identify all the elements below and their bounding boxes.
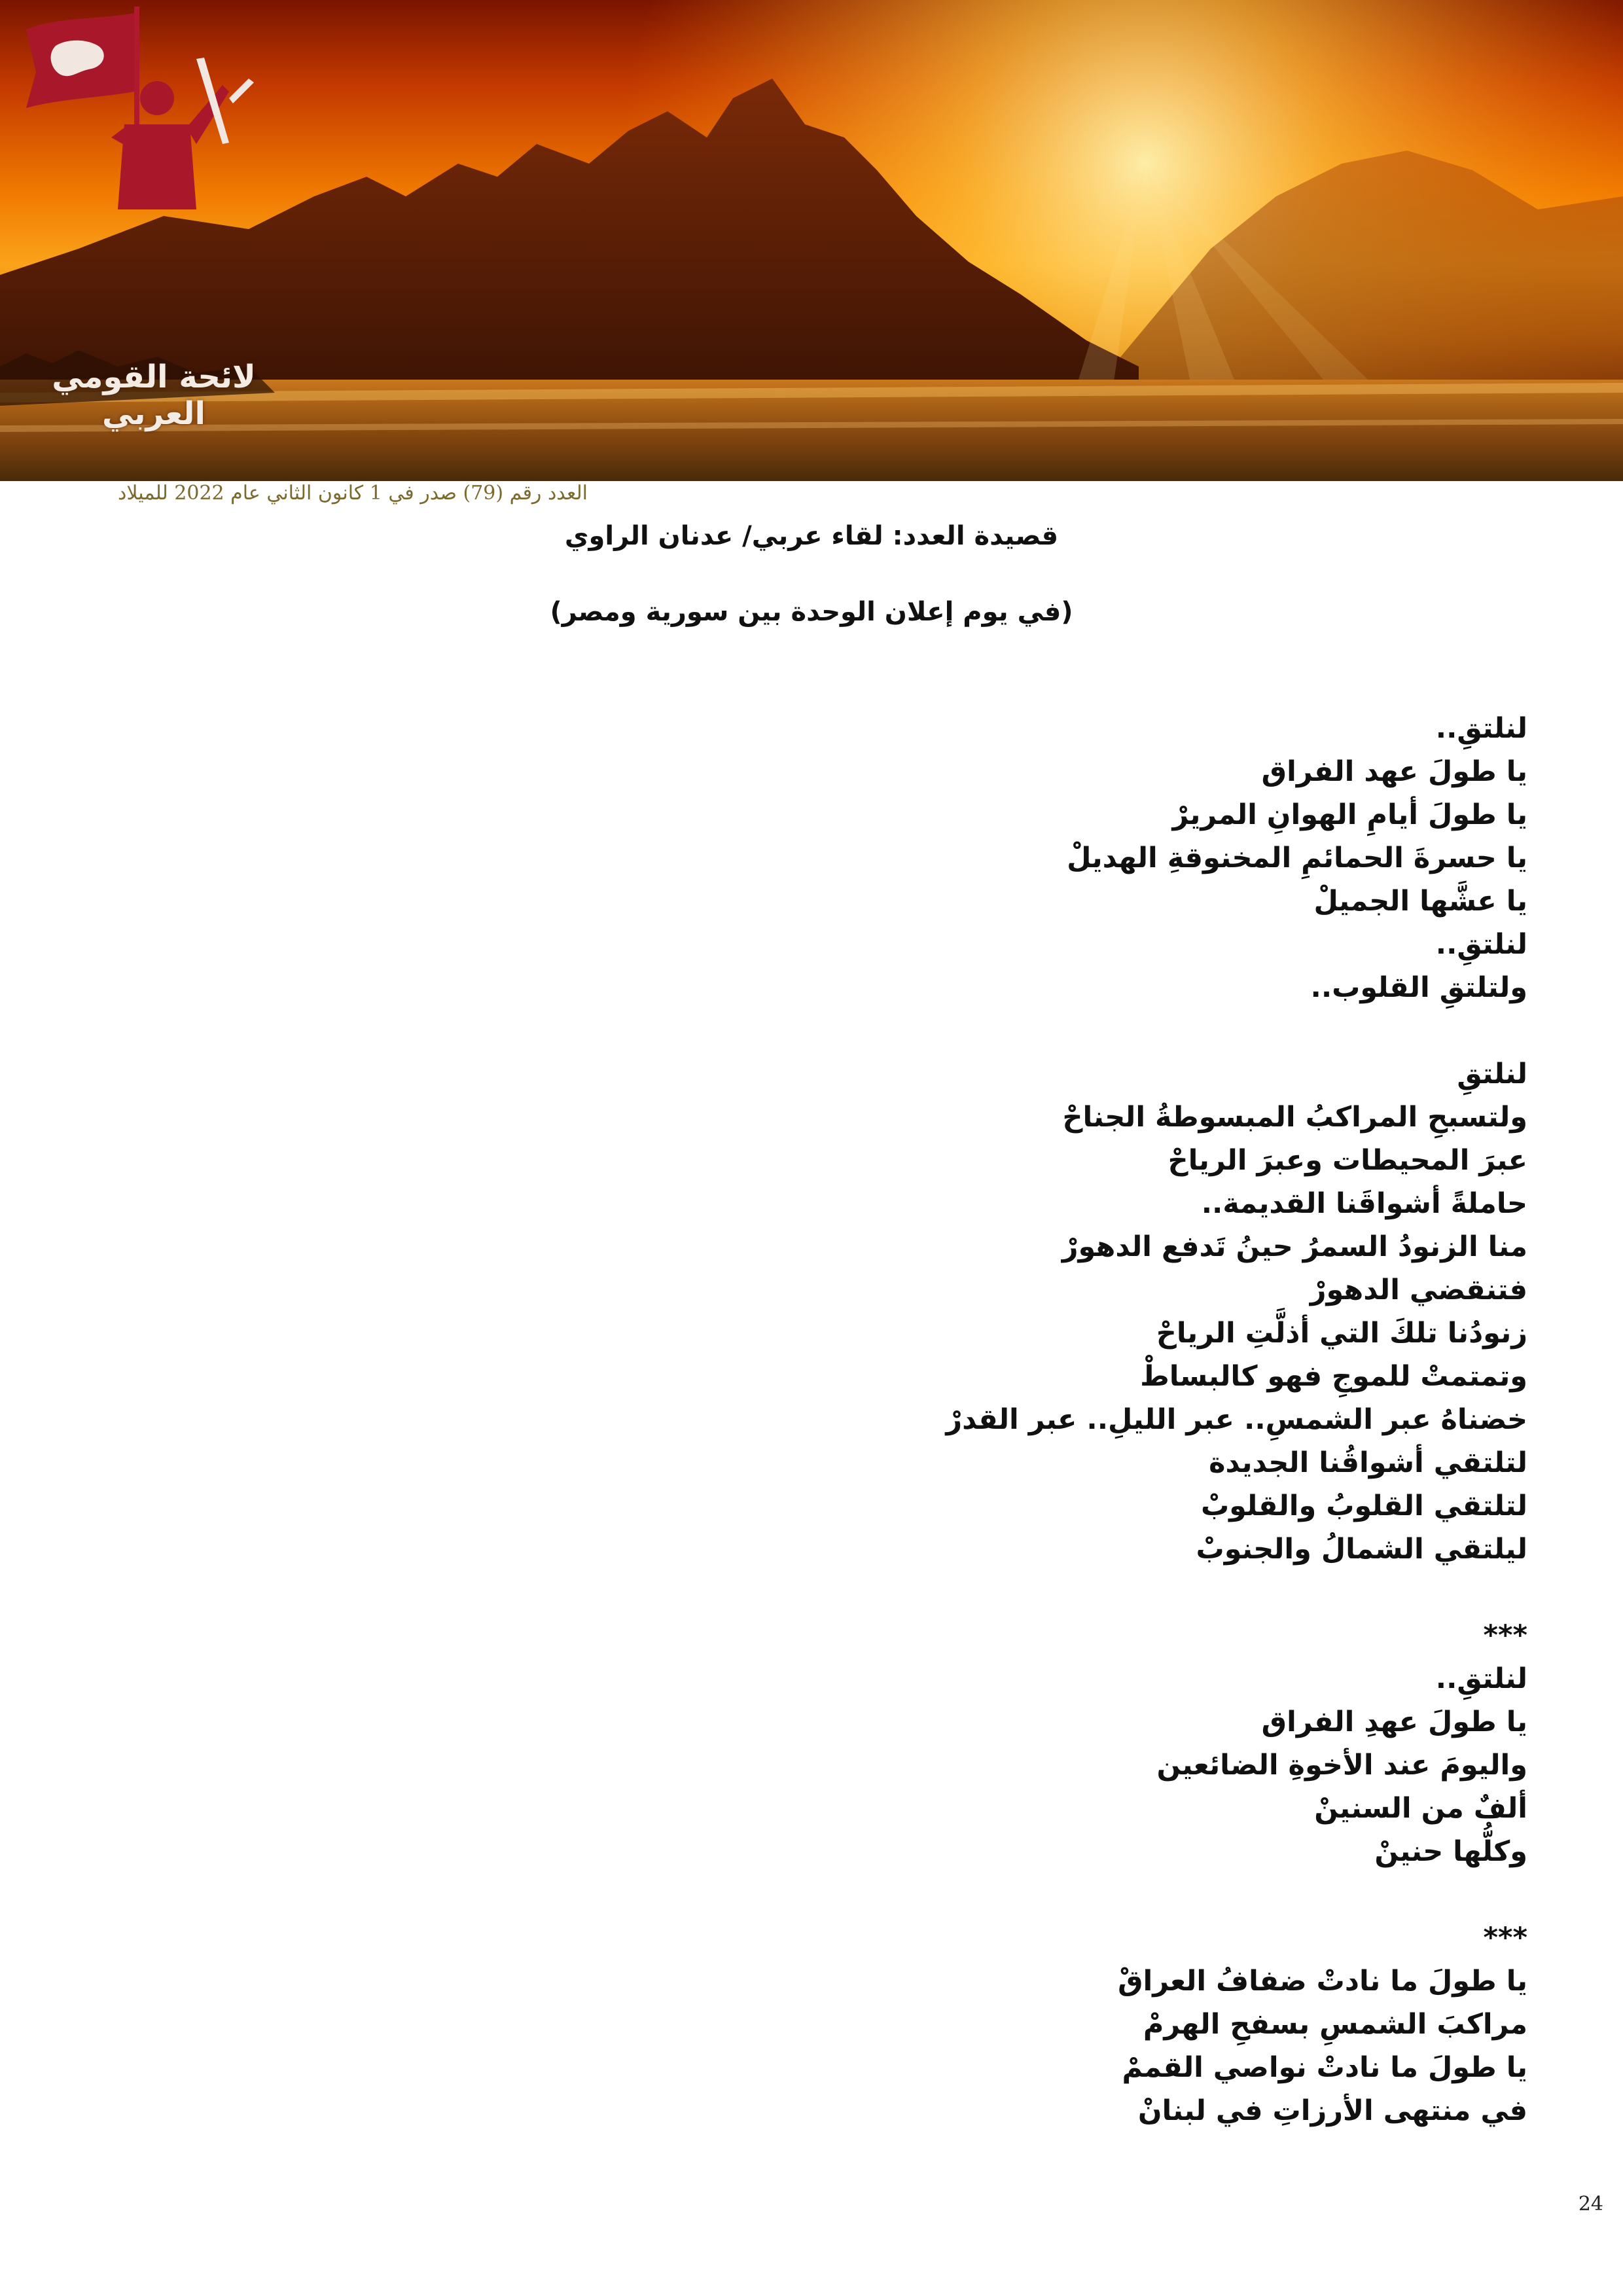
poem-line: يا طولَ أيامِ الهوانِ المريرْ: [1172, 798, 1527, 831]
poem-line: لنلتقِ..: [1435, 1662, 1527, 1695]
stanza-separator: ***: [1483, 1619, 1527, 1652]
poem-line: واليومَ عند الأخوةِ الضائعين: [1156, 1749, 1527, 1782]
poem-line: وتمتمتْ للموجِ فهو كالبساطْ: [1140, 1360, 1527, 1393]
poem-line: منا الزنودُ السمرُ حينُ تَدفع الدهورْ: [1061, 1230, 1527, 1263]
poem-line: لنلتقِ..: [1435, 928, 1527, 961]
poem-line: ولتسبحِ المراكبُ المبسوطةُ الجناحْ: [1062, 1101, 1527, 1134]
stanza-2: [546, 1052, 1527, 1571]
poem-body: [546, 707, 1527, 2132]
poem-line: عبرَ المحيطات وعبرَ الرياحْ: [1168, 1144, 1527, 1177]
poem-line: يا طولَ ما نادتْ نواصي القممْ: [1122, 2051, 1527, 2084]
flag-bearer-logo: [0, 0, 275, 262]
poem-line: لنلتقِ: [1457, 1058, 1527, 1090]
logo-text: لائحة القومي العربي: [52, 359, 256, 432]
poem-line: يا طولَ عهد الفراق: [1261, 755, 1527, 788]
poem-line: يا حسرةَ الحمائمِ المخنوقةِ الهديلْ: [1067, 842, 1527, 874]
stanza-gap: [546, 1873, 1527, 1916]
poem-line: ليلتقي الشمالُ والجنوبْ: [1196, 1533, 1527, 1566]
stanza-gap: [546, 1009, 1527, 1052]
stanza-separator: ***: [1483, 1922, 1527, 1954]
stanza-gap: [546, 1571, 1527, 1614]
stanza-1: [546, 707, 1527, 1009]
poem-line: زنودُنا تلكَ التي أذلَّتِ الرياحْ: [1156, 1317, 1527, 1350]
poem-line: لتلتقي أشواقُنا الجديدة: [1209, 1446, 1527, 1479]
poem-line: يا طولَ ما نادتْ ضفافُ العراقْ: [1118, 1965, 1527, 1998]
poem-line: خضناهُ عبر الشمسِ.. عبر الليلِ.. عبر القدرْ: [946, 1403, 1527, 1436]
page-number: 24: [1578, 2193, 1603, 2215]
poem-line: لنلتقِ..: [1435, 712, 1527, 745]
poem-line: في منتهى الأرزاتِ في لبنانْ: [1137, 2094, 1527, 2127]
article-subtitle: (في يوم إعلان الوحدة بين سورية ومصر): [550, 597, 1073, 627]
poem-line: يا عشَّها الجميلْ: [1313, 885, 1527, 918]
poem-line: ألفٌ من السنينْ: [1314, 1792, 1527, 1825]
poem-line: ولتلتقِ القلوب..: [1310, 971, 1527, 1004]
issue-date-line: العدد رقم (79) صدر في 1 كانون الثاني عام 2022 للميلاد: [118, 482, 588, 505]
poem-line: يا طولَ عهدِ الفراق: [1261, 1706, 1527, 1738]
stanza-4: [546, 1960, 1527, 2132]
poem-line: فتنقضي الدهورْ: [1310, 1274, 1527, 1306]
poem-line: لتلتقي القلوبُ والقلوبْ: [1200, 1490, 1527, 1522]
poem-line: مراكبَ الشمسِ بسفحِ الهرمْ: [1143, 2008, 1527, 2041]
poem-line: حاملةً أشواقَنا القديمة..: [1201, 1187, 1527, 1220]
stanza-3: [546, 1657, 1527, 1873]
poem-line: وكلُّها حنينْ: [1374, 1835, 1527, 1868]
header-banner: [0, 0, 1623, 481]
article-title: قصيدة العدد: لقاء عربي/ عدنان الراوي: [564, 521, 1059, 551]
